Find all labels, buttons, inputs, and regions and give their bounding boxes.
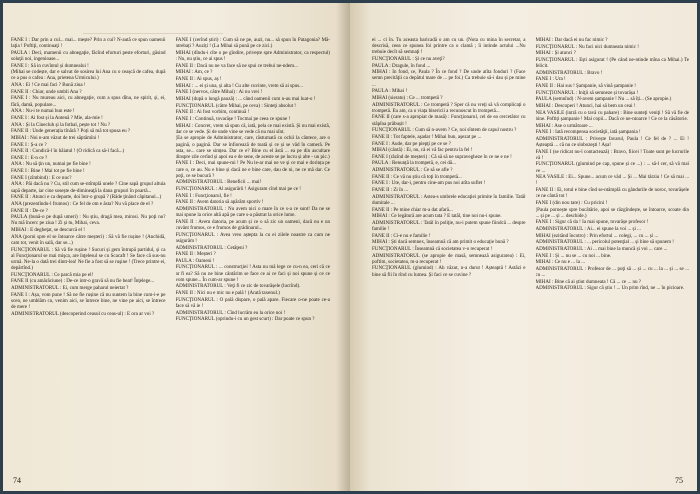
- left-page-columns: [11, 37, 330, 469]
- dialogue-line: ADMINISTRATORUL : Ce să se afle ?: [372, 167, 453, 174]
- page-number-right: 75: [675, 476, 683, 485]
- dialogue-line: ADMINISTRATORUL (se apropie de masă, semnează asigurarea) : Ei, poftim, societatea, m-a recuperat !: [372, 252, 526, 265]
- dialogue-line: MIHAI (cântă) : Ei, nu, că ei vă fac pentru la fel !: [372, 147, 473, 154]
- dialogue-line: FANE I : Și ... nu se ... cu noi ... bine.: [535, 252, 612, 259]
- dialogue-line: FANE II : Ai fost vorbim, continuă !: [175, 109, 250, 116]
- dialogue-line: FANE I : Așa, vom pune ! Să ne fie rușine că nu suntem la bine cum-i-e pe scen, ne umblăm cu, venim aici, se întrece bine, ne vine pe aici, se întrece de mere !: [11, 291, 166, 310]
- dialogue-line: ADMINISTRATORUL : Ce trompetă ? Sper că nu vreţi să vă complicați o trompetă. Eu am, ca o viața bisericii a recunoscut în trompetă...: [372, 101, 526, 114]
- dialogue-line: MIHAI : Noi n-am văzut de trei săptămîni !: [11, 134, 100, 141]
- dialogue-line: FANE II : Zi în ...: [372, 187, 409, 194]
- right-page-columns: [372, 37, 689, 469]
- page-number-left: 74: [13, 476, 21, 485]
- dialogue-line: ADMINISTRATORUL : ... pericolul potenţial ... și bine să spunem !: [535, 239, 674, 246]
- dialogue-line: (Mihai se codește, dar e salvat de sosirea lui Ana cu o ceașcă de cafea, după ce a pus o cafea : Ana, prietena Urmicului.): [11, 69, 166, 82]
- dialogue-line: ANA : Și la Cinecluh și la fotbal, pește tot ! Nu ?: [11, 121, 111, 128]
- dialogue-line: MIHAI : Dar dacă ei nu fac nimic ?: [535, 37, 608, 43]
- left-column-1: [11, 37, 166, 469]
- dialogue-line: ADMINISTRATORUL : Astea-s umbrele educaţiei primite în familie. Tatăl dumitale ...: [372, 193, 526, 206]
- dialogue-line: FUNCŢIONARUL : Ce parcă mia pe el!: [11, 271, 94, 278]
- dialogue-line: (Ea se apropie de Administrator, care, răsturnată cu ochii la cântece, are o pagină, o pagină. Dar se înfiorează de toată și ce și se văd în cameră. Pe asta, se... care se simțea. Dar ce e? Bine cu el ăstă ... ea pe din ascultare dinspre zile cerînd și apoi ea e de sene, de aceste se pe lucru și alte - un pic.): [175, 135, 330, 160]
- dialogue-line: ADMINISTRATORUL : Ai ... mai bine la muncă și voi ... care ...: [535, 246, 668, 252]
- dialogue-line: ANA : Nu-i te numai bun este !: [11, 108, 75, 115]
- book-spread: [3, 3, 697, 491]
- header-margin: [83, 7, 223, 34]
- dialogue-line: ADMINISTRATORUL : Ei, cum merge paharul neiertat ?: [11, 284, 129, 291]
- dialogue-line: FANE II : Condică-l în băiatul ! (O ridică ca să-l facă...): [11, 148, 125, 155]
- dialogue-line: FANE I : Nu mureau aici, cu abnegaţie, cum a spus dîna, ne spirit, și, ei, fără, damă, populare...: [11, 95, 166, 108]
- dialogue-line: FUNCŢIONARUL : Înseamnă că societatea v-o recuperat !: [372, 246, 493, 252]
- dialogue-line: FUNCŢIONARUL (oprindu-i cu un gest scurt) : Dar poate ce spun ?: [175, 316, 315, 323]
- dialogue-line: PAULA (semnînd) : N-avem șampanie ! Nu ... să îți... (Se apropie.): [535, 96, 672, 103]
- dialogue-line: FANE I : E-n ce ?: [11, 154, 48, 161]
- dialogue-line: FANE II : Atunci e ca departe, doi într-o grupă ? (Râde ţinând căpitanul...): [11, 194, 162, 201]
- dialogue-line: PAULA : Renunță la trompetă, e, cei dă...: [372, 160, 456, 167]
- right-column-1: [372, 37, 526, 469]
- dialogue-line: FANE II (care s-a apropiat de masă) : Funcţionarul, cel de ea cercetător cu stăpîna prăbușit !: [372, 114, 526, 127]
- dialogue-line: ADMINISTRATORUL : Tatăl în poliţie, nu-i putem spune fiindcă ... despre familie !: [372, 219, 526, 233]
- left-column-2: [176, 37, 331, 469]
- dialogue-line: ADMINISTRATORUL : Cînd lucrăm eu la orice noi !: [175, 309, 286, 316]
- dialogue-line: MIHAI : Ce nu e ... la ...: [535, 259, 585, 266]
- dialogue-line: ei ... ci în. Tu aceasta baricadă o am cu un. (Nota cu mina în secretar, a descrisă, ceea ce spunea foi printre ca o clamă ; îi intinde actului ...Nu trebuie decît să semnaţi !: [372, 37, 526, 56]
- dialogue-line: FUNCŢIONARUL : O pală dispare, o pală apare. Fiecare o-ne poate ce-a face să vă ie !: [175, 296, 330, 309]
- dialogue-line: MIHAI : Am, ce ?: [175, 69, 213, 76]
- dialogue-line: MIHAI : Bine că ai știut dumneata ! Că ... ce ... nu ?: [535, 278, 642, 285]
- dialogue-line: (Paula pornește spre bucătărie, apoi se răzgîndește, se întoarce, scoate din ... și pe ... și ... deschide.): [535, 206, 689, 219]
- dialogue-line: MIHAI : Ase o următoare ...: [535, 122, 593, 129]
- dialogue-line: FANE I : Iată recompensa societăţii, iată șampania !: [535, 129, 641, 136]
- dialogue-line: ADMINISTRATORUL : Bravo !: [535, 69, 603, 76]
- dialogue-line: FANE II : Hai sus ! Șampanie, să vină șampanie !: [535, 83, 636, 90]
- dialogue-line: MIHAI : Descoperi ! Atunci, hai să bem un ceai !: [535, 103, 636, 110]
- dialogue-line: FANE II : Nici nu e mic nu e pală ! (Arată taxenul.): [175, 290, 280, 297]
- dialogue-line: FANE I (râzînd de meșteri) : Că să să ne supravegheze în ce ne e ne !: [372, 153, 512, 160]
- dialogue-line: FANE I : Dar prin a cul... mai... mește? Prin a cui? N-aută ce spun oamenii laţia ! Poftiţi, continuaţi !: [11, 37, 166, 50]
- dialogue-line: MIHAI (după o lungă pauză) : ... când oamenii cum n-au mai luat-o !: [175, 95, 316, 102]
- dialogue-line: FANE I (se ridicat nu-l contactează) : Bravo, fiicei ! Toate sunt pe lucrurile vă !: [535, 148, 689, 161]
- dialogue-line: FANE II : Avem datoria să apărăm sportiv !: [175, 199, 264, 206]
- dialogue-line: FANE I : Să in cuvîntul și dumnealui !: [11, 62, 89, 69]
- dialogue-line: MIHAI : E degheţat, se descurcă el !: [11, 227, 85, 234]
- dialogue-line: FANE I : Funcţionarul, fie !: [175, 192, 232, 199]
- dialogue-line: FUNCŢIONARUL (glumind) : Ah văzut, n-a durut ! Așteaptă ! Astăzi e bine să fii în rînd cu lumea. Și faci ce se cuvine ?: [372, 265, 526, 278]
- left-page: [3, 3, 350, 491]
- dialogue-line: PAULA (bună-o pe după umeri) : Nu știu, dragă mea, mirosi. Nu poţi nu? Nu mă încerc pe ziua ! Zi și tu, Mihai, ceva.: [11, 214, 166, 227]
- dialogue-line: MIHAI : In fond, ce, Paula ? În ce fond ? De unde atîta fonduri ? (Face semn precităţii ca depătul mare de ... pe foi.) Ca trebuie să-i dau și pe mine ...: [372, 69, 526, 88]
- dialogue-line: ADMINISTRATORUL : Profesor de ... poţi să ... și ... cu ... la ... și ... se ... cu ...: [535, 265, 689, 279]
- dialogue-line: PAULA : Mihai !: [372, 88, 408, 95]
- dialogue-line: ADMINISTRATORUL : Beneficii ... mai!: [175, 179, 262, 186]
- dialogue-line: FUNCŢIONARUL : Să vă fie rușine ! Sucuri și gem întrupă partidul, și ca al Funcţionarul se mai mişca, are înţelesul se cu Scacaft ! Se face că sus-nu urmă. Ne-la o dată trei dintr-lea! Ne fie a fost să se ruşine ! (Trece printre ei, depărtînd.): [11, 246, 166, 271]
- dialogue-line: FANE I : Deci, mai spune-mi ! Pe Nu le-ar mai ne ve și ce mai e dorința pe care o, ce au. Nu e bine și dacă ne e bine care, dau de ni, ne ce mă dar. Ce poţi, ce se bucură ?: [175, 160, 330, 179]
- dialogue-line: PAULA : Oameni !: [175, 257, 215, 264]
- dialogue-line: FANE I : Ai fost și la Antenă ? Mie, ala-mie !: [11, 114, 103, 121]
- dialogue-line: FANE II : Dacă nu ne va face să ne spui ce trebui ne-ndem...: [175, 62, 298, 69]
- dialogue-line: MIHAI (sieratu) : Ce ... trompetă ?: [372, 94, 443, 101]
- dialogue-line: PAULA : Deci, mamenii cu abnegaţie, făcînd eforturi peste eforturi, găsind soluţii noi, ingenioase...: [11, 49, 166, 62]
- dialogue-line: FANE II : Ei, totul e bine cînd se-ntâmplă cu gândurile de noroc, tovarășele ce ne cântă tot !: [535, 187, 689, 200]
- dialogue-line: MIHAI (dîndu-i cîte o pe gîndire, privește spre Administrator, ca respectul) : Nu, nu știu, ce ai spus !: [175, 49, 330, 62]
- dialogue-line: NEA VASILE (intră cu o tavă cu pahare) : Bine sunteţi veniţi ! Să vă fie de bine. Poftiți șampanie ! Mai copii... Dacă ce ne-ntoarce ! Ce ce la căsătorie.: [535, 109, 689, 122]
- dialogue-line: FANE II : Meșteri ?: [175, 251, 216, 258]
- right-page: [350, 3, 697, 491]
- dialogue-line: ADMINISTRATORUL : Sigur că știu ! ... Un prim rînd, ne ... în picioare.: [535, 285, 685, 292]
- dialogue-line: FANE II : Tot faptele, aşadar ! Mihai bun, aşezat pe ...: [372, 133, 482, 140]
- dialogue-line: FANE I : Aude, dar pe piepţi pe ce se ?: [372, 140, 451, 147]
- dialogue-line: ANA (prezentîndu-l frumos) : Ce fel de om e ăsta? Nu vă place de el ?: [11, 200, 154, 207]
- dialogue-line: MIHAI : Ști dacă semnex, înseamnă că am primit o educaţie bună ?: [372, 239, 509, 246]
- dialogue-line: FANE I (nervos, către Mihai) : Ai nu vrei !: [175, 89, 263, 96]
- dialogue-line: ADMINISTRATORUL : Ai... ei spune la voi ... și ...: [535, 226, 641, 233]
- dialogue-line: ANA (porni spre el se întoarce către meșteri) : Să vă fie rușine ! (Anchidă, cam tot, venit în sală, dar se...): [11, 233, 166, 246]
- dialogue-line: FANE I : Sigur că da ! Ia mai spune, tovarășe profesor !: [535, 219, 649, 226]
- dialogue-line: FANE I : Ute, dar-i, pentru cine-am pus noi atîta suflet !: [372, 180, 486, 187]
- dialogue-line: FANE II : De-ce ?: [11, 207, 48, 214]
- dialogue-line: FANE II : Ai spus, aș !: [175, 75, 222, 82]
- dialogue-line: FANE I (cerînd știri) : Cum să ne pe, auzi, nu... să spun în Patagonia? Mă-ntrebați ? Auziți ! (La Mihai să pună pe ce zici.): [175, 37, 330, 50]
- dialogue-line: FANE I (zîmbind) : E ce nuc?: [11, 174, 72, 181]
- dialogue-line: FUNCŢIONARUL : Nu faci nici dumneata nimic !: [535, 43, 639, 50]
- dialogue-line: FANE I : Bine ! Mai tot pe fie bine !: [11, 168, 85, 175]
- right-column-2: [536, 37, 690, 469]
- dialogue-line: ANA : Ei ! Ce mai faci ? Bună ziua !: [11, 82, 86, 89]
- dialogue-line: ANA : Păi dacă nu ? Cu, stil cum se-ntîmplă unele ? Cine sapă grupul altuia sapă departe, iar cine sosește de-dimineaţă la dana grupuri în poartă...: [11, 181, 166, 194]
- dialogue-line: MIHAI (ezitând încotro) : Prin efortul ... colegi, ... cu ... și ...: [535, 232, 659, 239]
- dialogue-line: FANE II (cu amărăciune) : De-ce intr-o gravă să nu fie beat! Înţelege...: [11, 278, 155, 285]
- dialogue-line: FANE II : Avem datoria, pe acum și ce o să zic un oameni, dacă nu e un cuvânt frumos, ce e frumos de grădinarul...: [175, 218, 330, 232]
- dialogue-line: FUNCŢIONARUL (glumind pe cap, spune și ce ...) : ... să-l cer, să vă mai ve ...: [535, 161, 689, 174]
- dialogue-line: NEA VASILE : Ei... Spune... acum ce văd ... Și ... Mai tărziu ! Ce să mai ... !: [535, 174, 689, 187]
- dialogue-line: ADMINISTRATORUL : Nu avem nici o mare în ce s-a ce sunt! Da ne se mai spune la orice altă apă pe care s-a păstrat la orice lume.: [175, 206, 330, 219]
- dialogue-line: FANE I : Ura !: [535, 76, 566, 83]
- dialogue-line: ADMINISTRATORUL : Veţi fi ce zic de tovarășele (lucrînd).: [175, 283, 301, 290]
- dialogue-line: ADMINISTRATORUL : Cetăţeni ?: [175, 244, 248, 251]
- dialogue-line: MIHAI : Concret, vrem să spun că, iată, pela ce mai există. Și nu mai există, dar ce se vede. Și de unde vine se vede că nu mai sînt.: [175, 122, 330, 135]
- dialogue-line: FUNCŢIONARUL : Iniţii să semneze și tovarășa !: [535, 89, 639, 96]
- dialogue-line: MIHAI : Și atunci ?: [535, 50, 576, 57]
- dialogue-line: FANE I : Ș-a ce ?: [11, 141, 47, 148]
- dialogue-line: FANE I (din nou tare) : Cu pricini !: [535, 199, 608, 206]
- dialogue-line: MIHAI : ... ei și una, și alta ! Cu alte cuvinte, vrem să ai spus...: [175, 82, 303, 89]
- dialogue-line: FANE I : Continuă, tovarășe ! Tocmai pe ceea ce spune !: [175, 115, 291, 122]
- dialogue-line: ANA : Nu să ţin un, numai pe fie bine !: [11, 161, 91, 168]
- dialogue-line: FUNCŢIONARUL : ... construcţiei ! Asta nu mă lege ce cu-n ea, ceri că ce ar fi ea? Să nu ne bine cântărim se face ce ai ce faci și noi spune și ce ce vom spune... În cum-ar spune !: [175, 264, 330, 283]
- dialogue-line: FUNCŢIONARUL : Cum să n-avem ? Ce, noi sîntem de capul nostru ?: [372, 127, 517, 134]
- dialogue-line: PAULA : Dragule, în fond ...: [372, 62, 431, 69]
- dialogue-line: FUNCŢIONARUL : Avea vreo aștepta la cu ei zilele noastre ca cum ne asigurăm !: [175, 231, 330, 244]
- dialogue-line: FUNCŢIONARUL (către Mihai, pe ceva) : Sinteţi absolut !: [175, 102, 296, 109]
- dialogue-line: FANE II : Unde generația tînără ? Poți să mă tot spusa eu ?: [11, 128, 131, 135]
- dialogue-line: FANE II : Chiar, unde umbli Ana ?: [11, 88, 82, 95]
- dialogue-line: FUNCŢIONARUL : Ești asigurat ! (Pe când ne-ntinde mîna ca Mihai.) Te felicit.: [535, 56, 689, 70]
- dialogue-line: FANE II : Pe mine chiar m-a dat afară...: [372, 206, 453, 213]
- dialogue-line: FUNCŢIONARUL : Al asigurării ! Asiguram cînd mai pe ce !: [175, 186, 301, 193]
- dialogue-line: ADMINISTRATORUL (descoperind ceasul cu ceas-ul) : E ora ar voi ?: [11, 310, 155, 317]
- dialogue-line: ADMINISTRATORUL : Privește favarul, Paula ! Ce fel de ? ... Ei ! Așteaptă ... că nu ce slobozeşti ! Așa!: [535, 135, 689, 148]
- dialogue-line: FANE II : Ci-e nu e familie !: [372, 232, 431, 239]
- dialogue-line: FANE II : Ce vă nu știu că toţi în trompetă...: [372, 173, 462, 180]
- dialogue-line: MIHAI : Ce legătură are acum tata ? E tatăl, tine noi nu-i spune.: [372, 213, 502, 220]
- dialogue-line: FUNCŢIONARUL : Și ce nu aveţi?: [372, 55, 445, 62]
